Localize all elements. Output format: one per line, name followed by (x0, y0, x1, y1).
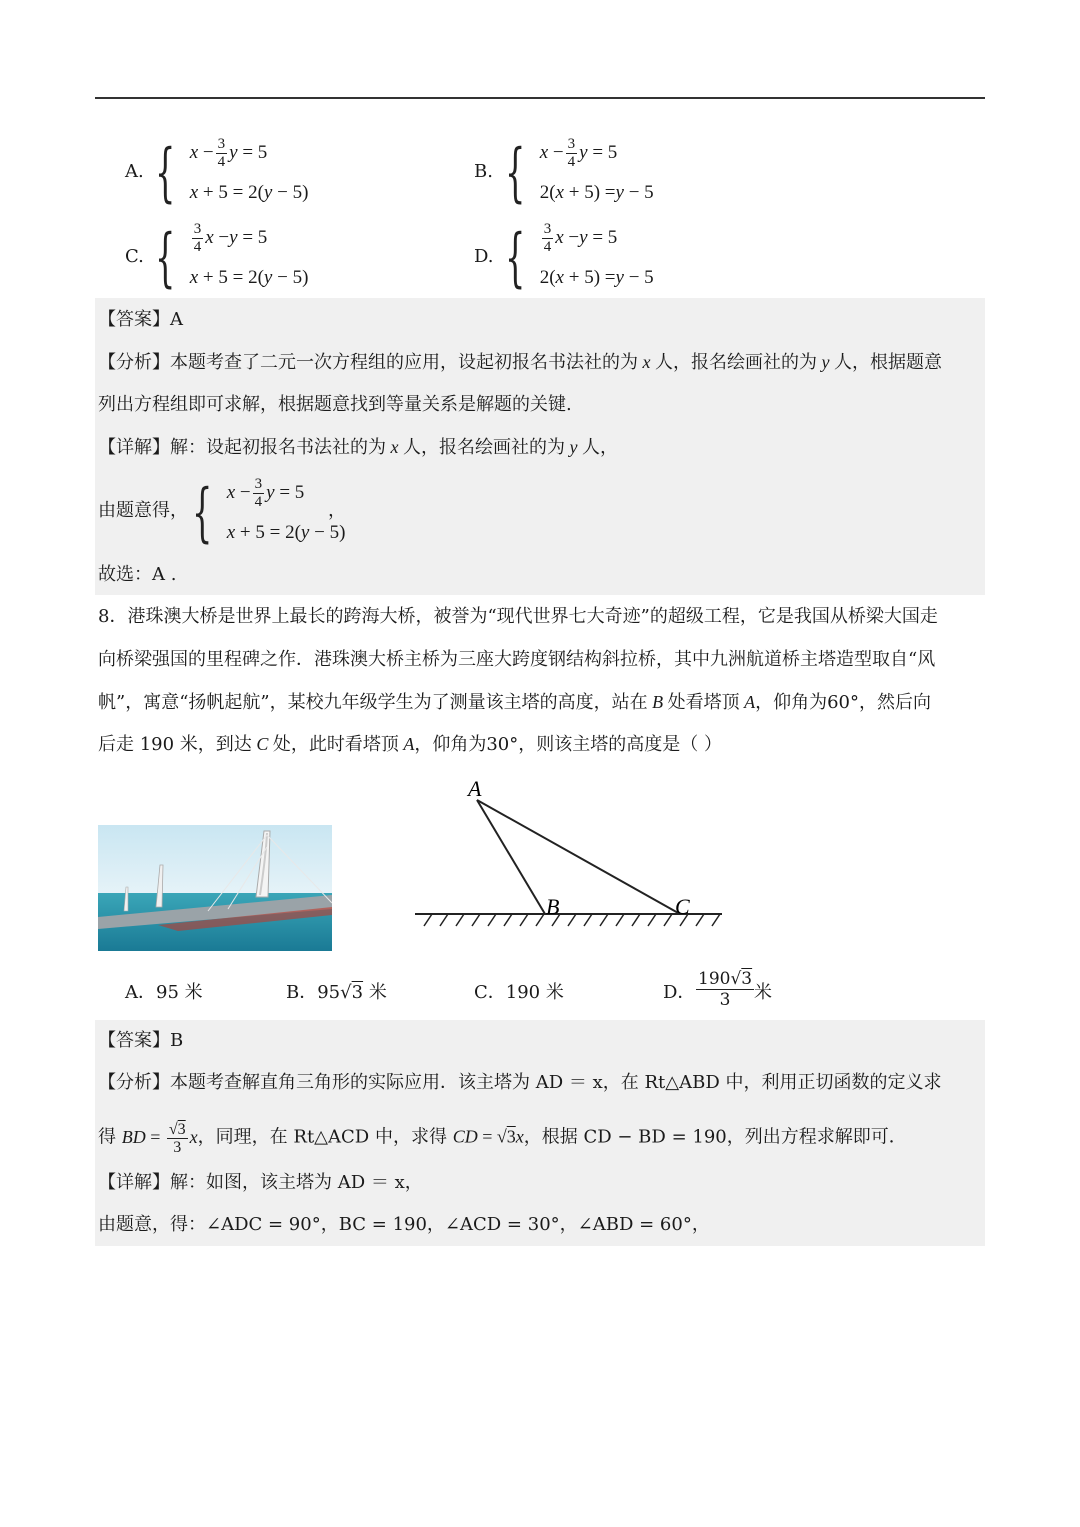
analysis-8-line2: 得 BD = $\frac{√3}{3}$ x，同理，在 Rt△ACD 中，求得 CD = √3x，根据 CD − BD = 190，列出方程求解即可． (98, 1121, 907, 1156)
q8-line3: 帆”，寓意“扬帆起航”，某校九年级学生为了测量该主塔的高度，站在 B 处看塔顶 A，仰角为60°，然后向 (98, 692, 932, 713)
q8-option-d-label: D． (663, 982, 696, 1003)
brace-icon: { (505, 221, 526, 295)
option-b-system: { x − $\frac{3}{4}$ y = 5 2( x + 5) = y − 5 (505, 135, 654, 210)
segment-ab (477, 800, 545, 914)
option-c-label: C. (125, 246, 144, 267)
brace-icon: { (155, 136, 176, 210)
cd-formula: CD = √3x (452, 1126, 524, 1147)
option-b-label: B. (474, 161, 493, 182)
analysis-7-line2: 列出方程组即可求解，根据题意找到等量关系是解题的关键. (98, 394, 572, 415)
option-c-system: { $\frac{3}{4}$ x − y = 5 x + 5 = 2( y − 5) (155, 220, 309, 295)
label-point-a: A (468, 776, 482, 801)
brace-icon: { (155, 221, 176, 295)
answer-8: 【答案】B (98, 1030, 184, 1051)
option-d-label: D. (474, 246, 494, 267)
option-d-system: { $\frac{3}{4}$ x − y = 5 2( x + 5) = y − 5 (505, 220, 654, 295)
detail-7-comma: ， (328, 500, 346, 521)
option-a-label: A. (125, 161, 144, 182)
q8-line4: 后走 190 米，到达 C 处，此时看塔顶 A，仰角为30°，则该主塔的高度是（ ） (98, 734, 722, 755)
analysis-8-line1: 【分析】本题考查解直角三角形的实际应用．该主塔为 AD ＝ x，在 Rt△ABD 中，利用正切函数的定义求 (98, 1072, 942, 1093)
q8-option-a: A．95 米 (125, 982, 203, 1003)
option-a-system: { x − $\frac{3}{4}$ y = 5 x + 5 = 2( y − 5) (155, 135, 309, 210)
bridge-photo-svg (98, 825, 332, 951)
segment-ac (477, 800, 680, 914)
label-point-c: C (675, 894, 690, 919)
detail-7-choose: 故选：A . (98, 564, 177, 585)
q8-option-b: B．95√3 米 (286, 982, 387, 1003)
q8-option-d-fraction: 190√3 3 (698, 969, 753, 1010)
label-point-b: B (546, 894, 560, 919)
q8-option-c: C．190 米 (474, 982, 564, 1003)
q8-option-d-unit: 米 (754, 982, 772, 1003)
q8-line2: 向桥梁强国的里程碑之作．港珠澳大桥主桥为三座大跨度钢结构斜拉桥，其中九洲航道桥主塔造型取自“风 (98, 649, 936, 670)
q8-line1: 8．港珠澳大桥是世界上最长的跨海大桥，被誉为“现代世界七大奇迹”的超级工程，它是我国从桥梁大国走 (98, 606, 938, 627)
detail-8-line2: 由题意，得：∠ADC = 90°，BC = 190，∠ACD = 30°，∠ABD = 60°， (98, 1214, 710, 1235)
bd-formula: BD = $\frac{√3}{3}$ x (121, 1121, 198, 1156)
answer-7: 【答案】A (98, 309, 183, 330)
sqrt-3: √3 (340, 982, 364, 1003)
detail-7-line1: 【详解】解：设起初报名书法社的为 x 人，报名绘画社的为 y 人， (98, 437, 618, 458)
analysis-7-line1: 【分析】本题考查了二元一次方程组的应用，设起初报名书法社的为 x 人，报名绘画社的为 y 人，根据题意 (98, 352, 942, 373)
detail-7-system: { x − $\frac{3}{4}$ y = 5 x + 5 = 2( y − 5) (192, 475, 346, 550)
brace-icon: { (192, 476, 213, 550)
bridge-photo (98, 825, 332, 951)
detail-8-line1: 【详解】解：如图，该主塔为 AD ＝ x， (98, 1172, 423, 1193)
brace-icon: { (505, 136, 526, 210)
triangle-diagram (410, 772, 730, 932)
header-rule (95, 97, 985, 99)
detail-7-from: 由题意得， (98, 500, 188, 521)
